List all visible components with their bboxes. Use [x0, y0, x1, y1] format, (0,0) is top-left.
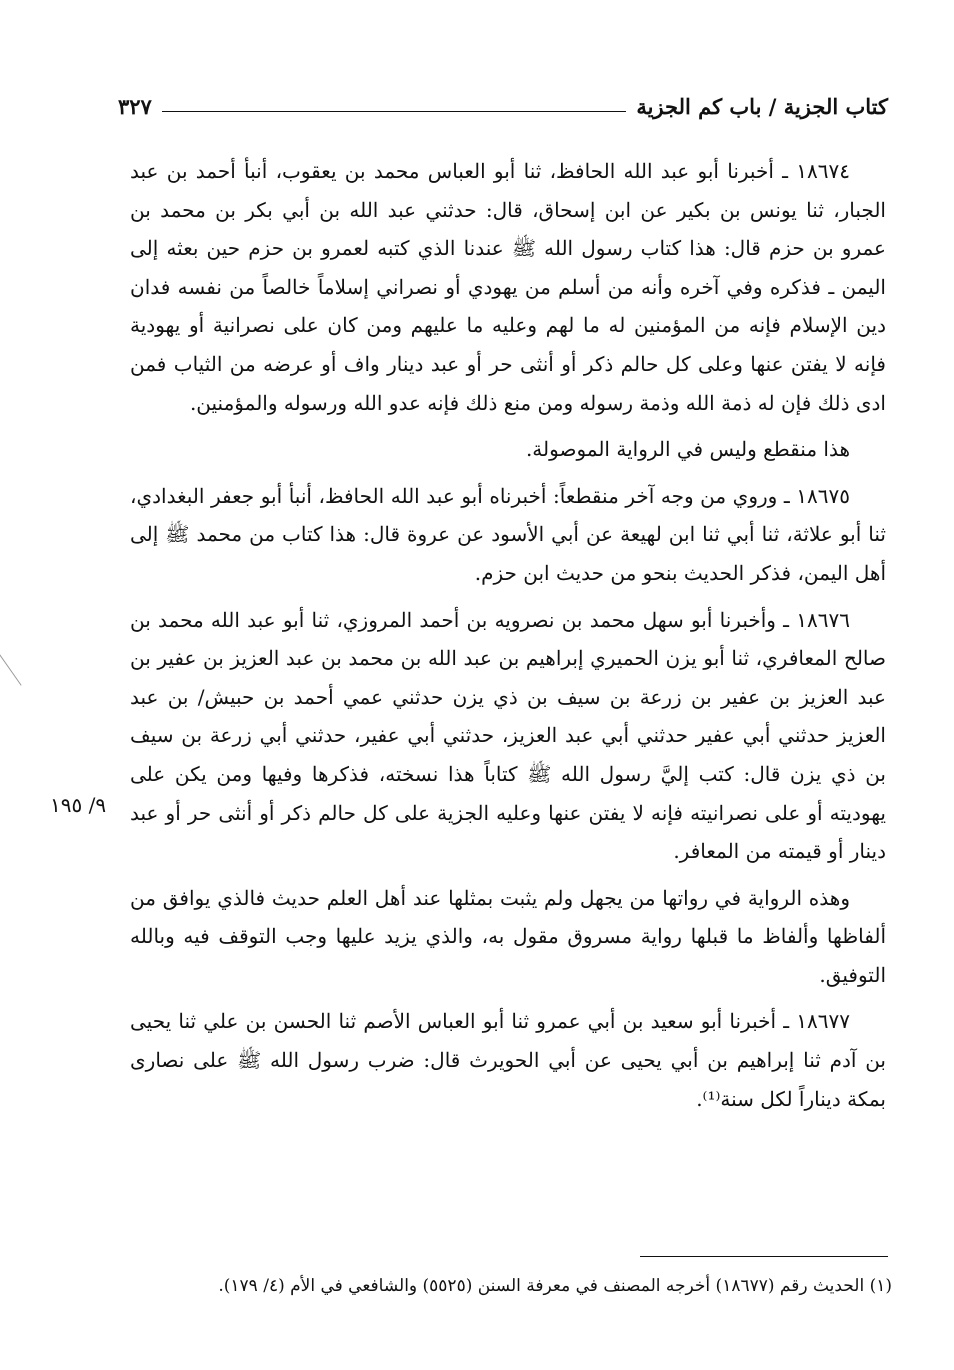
margin-page-reference: ٩/ ١٩٥: [50, 793, 107, 817]
footnote-rule: [640, 1256, 888, 1257]
paragraph-18674: ١٨٦٧٤ ـ أخبرنا أبو عبد الله الحافظ، ثنا أبو العباس محمد بن يعقوب، أنبأ أحمد بن عبد الجبار، ثنا يونس بن بكير عن ابن إسحاق، قال: حدثني عبد الله بن أبي بكر بن محمد بن عمرو بن حزم قال: هذا كتاب رسول الله ﷺ عندنا الذي كتبه لعمرو بن حزم حين بعثه إلى اليمن ـ فذكره وفي آخره وأنه من أسلم من يهودي أو نصراني إسلاماً خالصاً من نفسه فدان دين الإسلام فإنه من المؤمنين له ما لهم وعليه ما عليهم ومن كان على نصرانية أو يهودية فإنه لا يفتن عنها وعلى كل حالم ذكر أو أنثى حر أو عبد دينار واف أو عرضه من الثياب فمن ادى ذلك فإن له ذمة الله وذمة رسوله ومن منع ذلك فإنه عدو الله ورسوله والمؤمنين.: [130, 159, 886, 415]
footnote: (١) الحديث رقم (١٨٦٧٧) أخرجه المصنف في معرفة السنن (٥٥٢٥) والشافعي في الأم (٤/ ١٧٩).: [218, 1276, 892, 1296]
paragraph-comment-1: هذا منقطع وليس في الرواية الموصولة.: [525, 437, 850, 462]
main-text: [130, 152, 886, 1126]
page-number: ٣٢٧: [118, 93, 152, 119]
paragraph-18676: ١٨٦٧٦ ـ وأخبرنا أبو سهل محمد بن نصرويه بن أحمد المروزي، ثنا أبو عبد الله محمد بن صالح المعافري، ثنا أبو يزن الحميري إبراهيم بن عبد الله بن محمد بن عبد العزيز بن عفير بن عبد العزيز بن عفير بن زرعة بن سيف بن ذي يزن حدثني عمي أحمد بن حبيش/ بن عبد العزيز حدثني أبي عفير حدثني أبي عبد العزيز، حدثني أبي عفير، حدثني أبي زرعة بن سيف بن ذي يزن قال: كتب إليَّ رسول الله ﷺ كتاباً هذا نسخته، فذكرها وفيها ومن يكن على يهوديته أو على نصرانيته فإنه لا يفتن عنها وعليه الجزية على كل حالم ذكر أو أنثى حر أو عبد دينار أو قيمته من المعافر.: [130, 607, 886, 864]
running-header: [118, 88, 888, 124]
paragraph-18677: ١٨٦٧٧ ـ أخبرنا أبو سعيد بن أبي عمرو ثنا أبو العباس الأصم ثنا الحسن بن علي ثنا يحيى بن آدم ثنا إبراهيم بن أبي يحيى عن أبي الحويرث قال: ضرب رسول الله ﷺ على نصارى بمكة ديناراً لكل سنة⁽¹⁾.: [130, 1009, 886, 1111]
paragraph-18675: ١٨٦٧٥ ـ وروي من وجه آخر منقطعاً: أخبرناه أبو عبد الله الحافظ، أنبأ أبو جعفر البغدادي، ثنا أبو علاثة، ثنا أبي ثنا ابن لهيعة عن أبي الأسود عن عروة قال: هذا كتاب من محمد ﷺ إلى أهل اليمن، فذكر الحديث بنحو من حديث ابن حزم.: [130, 483, 886, 585]
margin-mark: [0, 644, 33, 685]
header-rule: [162, 111, 626, 112]
header-title: كتاب الجزية / باب كم الجزية: [636, 93, 888, 119]
paragraph-comment-2: وهذه الرواية في رواتها من يجهل ولم يثبت بمثلها عند أهل العلم حديث فالذي يوافق من ألفاظها وألفاظ ما قبلها رواية مسروق مقول به، والذي يزيد عليها وجب التوقف فيه وبالله التوفيق.: [130, 885, 886, 987]
